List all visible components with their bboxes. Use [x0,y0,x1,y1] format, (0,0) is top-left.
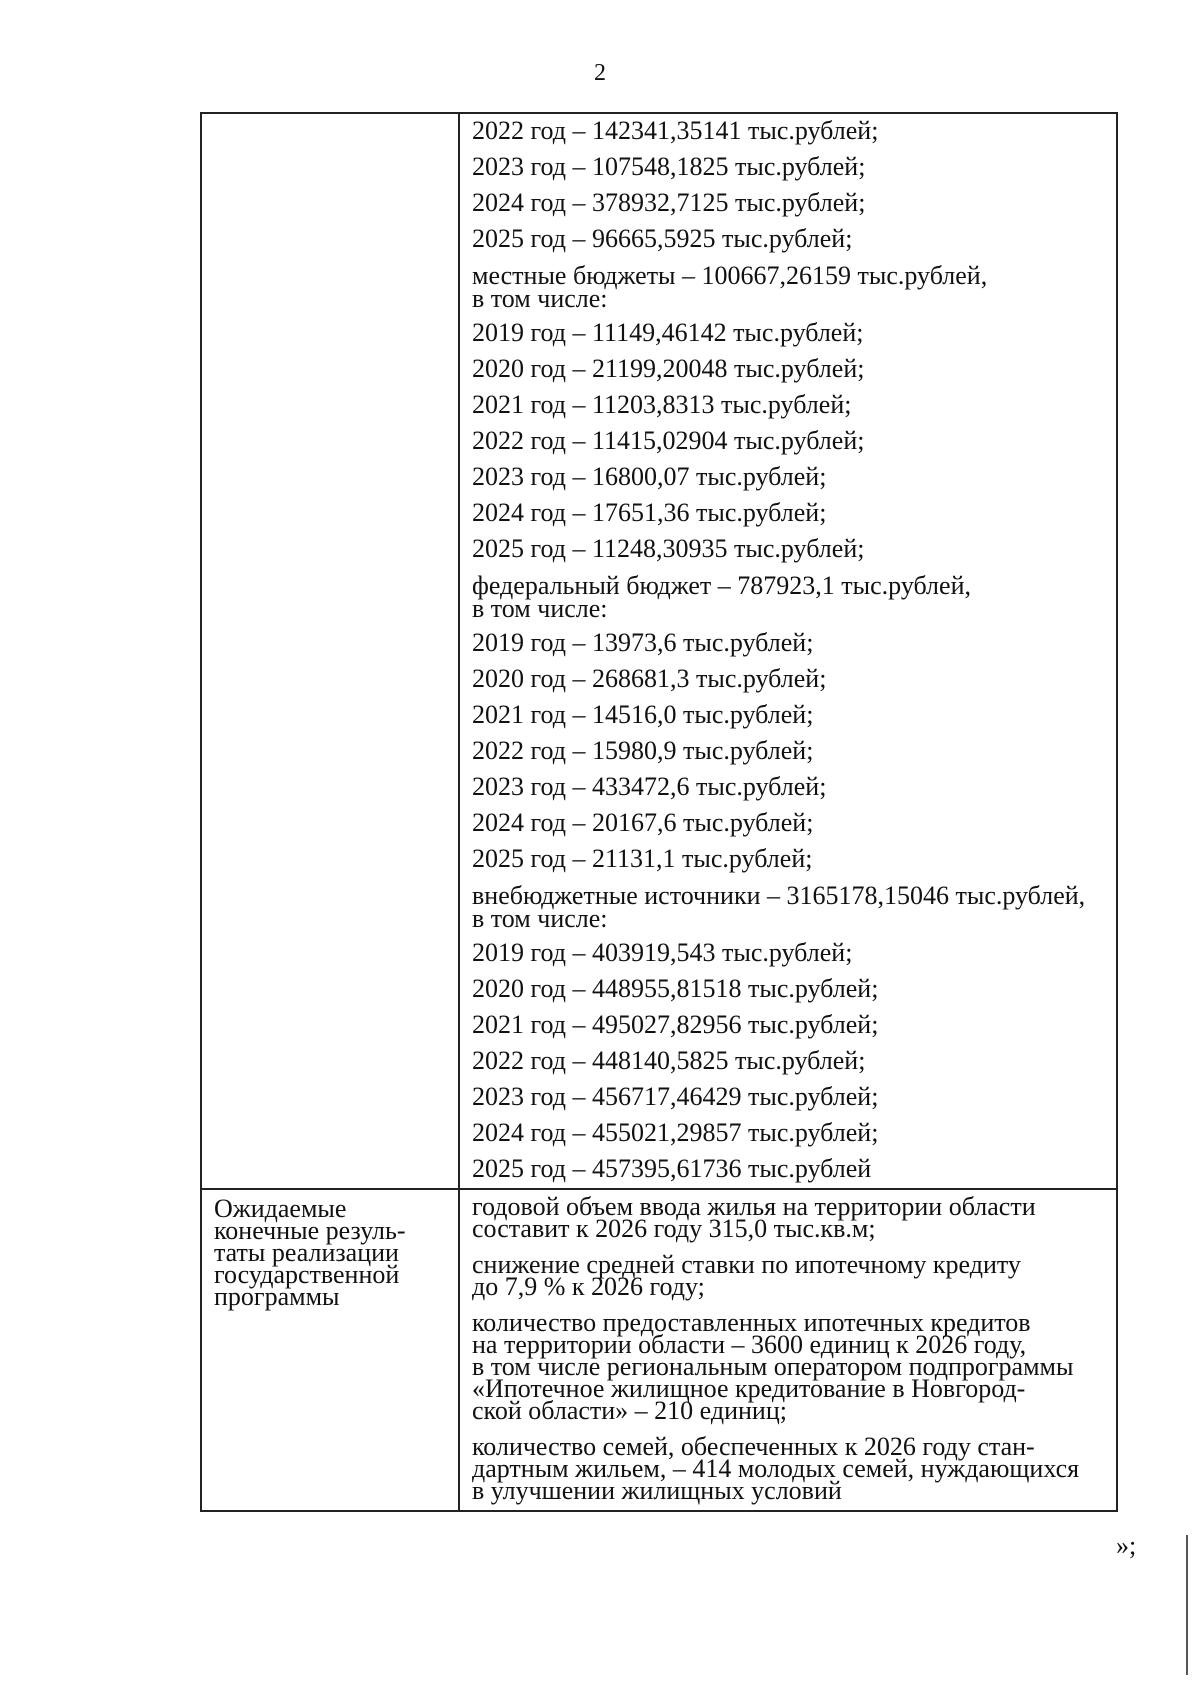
closing-quote-mark: »; [1116,1531,1137,1560]
label-line: таты реализации [214,1238,399,1267]
label-line: программы [214,1282,340,1311]
local-budget-year: 2020 год – 21199,20048 тыс.рублей; [472,354,865,383]
federal-budget-year: 2020 год – 268681,3 тыс.рублей; [472,664,827,693]
federal-budget-year: 2019 год – 13973,6 тыс.рублей; [472,628,814,657]
expected-results-label [202,1190,458,1316]
local-budget-year: 2021 год – 11203,8313 тыс.рублей; [472,390,852,419]
result-text-line: в том числе региональным оператором подпрограммы [472,1352,1074,1381]
funding-line: 2025 год – 96665,5925 тыс.рублей; [472,224,853,253]
federal-budget-year: 2022 год – 15980,9 тыс.рублей; [472,736,814,765]
federal-budget-year: 2024 год – 20167,6 тыс.рублей; [472,808,814,837]
result-families-housed [460,1430,1116,1510]
local-budget-year: 2019 год – 11149,46142 тыс.рублей; [472,318,864,347]
label-line: конечные резуль- [214,1216,406,1245]
extrabudget-year: 2020 год – 448955,81518 тыс.рублей; [472,974,879,1003]
funding-row [201,113,1117,1189]
federal-budget-total: федеральный бюджет – 787923,1 тыс.рублей, [472,571,971,600]
federal-budget-heading [460,568,1116,626]
extrabudget-year: 2025 год – 457395,61736 тыс.рублей [472,1154,872,1183]
local-budget-including: в том числе: [472,284,608,313]
extrabudget-year: 2023 год – 456717,46429 тыс.рублей; [472,1082,879,1111]
label-line: государственной [214,1260,400,1289]
local-budget-heading [460,258,1116,316]
result-text-line: ской области» – 210 единиц; [472,1396,787,1425]
result-text-line: в улучшении жилищных условий [472,1476,842,1505]
result-text-line: на территории области – 3600 единиц к 2026 году, [472,1330,1027,1359]
federal-budget-year: 2025 год – 21131,1 тыс.рублей; [472,844,813,873]
local-budget-year: 2024 год – 17651,36 тыс.рублей; [472,498,827,527]
local-budget-total: местные бюджеты – 100667,26159 тыс.рублей, [472,261,988,290]
expected-results-row [201,1189,1117,1511]
expected-results-label-cell [201,1189,459,1511]
result-text-line: составит к 2026 году 315,0 тыс.кв.м; [472,1214,876,1243]
result-housing-volume [460,1190,1116,1248]
result-text-line: до 7,9 % к 2026 году; [472,1272,705,1301]
result-mortgage-count [460,1306,1116,1430]
result-text-line: количество предоставленных ипотечных кредитов [472,1308,1031,1337]
extrabudget-year: 2022 год – 448140,5825 тыс.рублей; [472,1046,866,1075]
funding-line: 2022 год – 142341,35141 тыс.рублей; [472,116,879,145]
result-text-line: дартным жильем, – 414 молодых семей, нуждающихся [472,1454,1080,1483]
federal-budget-year: 2023 год – 433472,6 тыс.рублей; [472,772,827,801]
extrabudget-year: 2024 год – 455021,29857 тыс.рублей; [472,1118,879,1147]
federal-budget-year: 2021 год – 14516,0 тыс.рублей; [472,700,814,729]
local-budget-year: 2022 год – 11415,02904 тыс.рублей; [472,426,865,455]
margin-rule [1186,1535,1188,1675]
label-line: Ожидаемые [214,1194,347,1223]
federal-budget-including: в том числе: [472,594,608,623]
extrabudget-including: в том числе: [472,904,608,933]
expected-results-values-cell [459,1189,1117,1511]
result-text-line: годовой объем ввода жилья на территории области [472,1192,1036,1221]
page-number: 2 [594,60,606,86]
local-budget-year: 2025 год – 11248,30935 тыс.рублей; [472,534,865,563]
extrabudget-heading [460,878,1116,936]
funding-line: 2024 год – 378932,7125 тыс.рублей; [472,188,866,217]
program-passport-table [200,112,1118,1512]
local-budget-year: 2023 год – 16800,07 тыс.рублей; [472,462,827,491]
result-text-line: «Ипотечное жилищное кредитование в Новгород- [472,1374,1026,1403]
funding-label-cell [201,113,459,1189]
extrabudget-year: 2019 год – 403919,543 тыс.рублей; [472,938,853,967]
extrabudget-total: внебюджетные источники – 3165178,15046 тыс.рублей, [472,881,1086,910]
funding-values-cell [459,113,1117,1189]
result-text-line: снижение средней ставки по ипотечному кредиту [472,1250,1021,1279]
result-text-line: количество семей, обеспеченных к 2026 году стан- [472,1432,1035,1461]
funding-line: 2023 год – 107548,1825 тыс.рублей; [472,152,866,181]
result-mortgage-rate [460,1248,1116,1306]
extrabudget-year: 2021 год – 495027,82956 тыс.рублей; [472,1010,879,1039]
